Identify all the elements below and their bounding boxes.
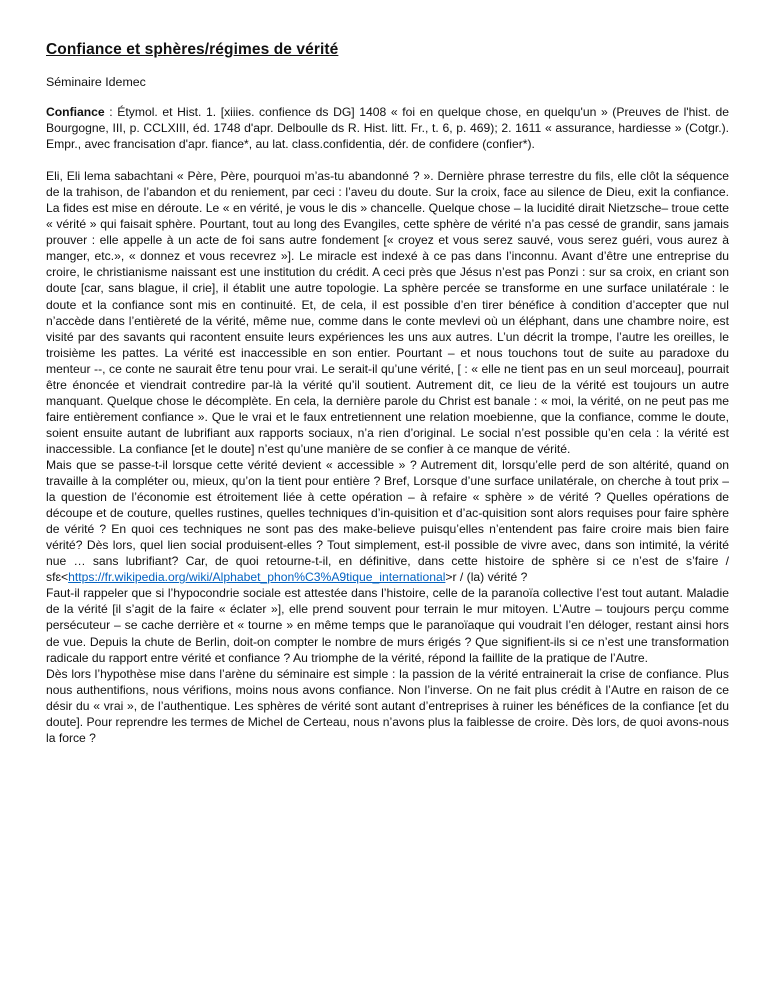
definition-text: : Étymol. et Hist. 1. [xiiies. confience ds DG] 1408 « foi en quelque chose, en quelqu'un » (Preuves de l'hist. de Bourgogne, III, p. CCLXIII, éd. 1748 d'apr. Delboulle ds R. Hist. litt. Fr., t. 6, p. 469); 2. 1611 « assurance, hardiesse » (Cotgr.). Empr., avec francisation d'apr. fiance*, au lat. class.confidentia, dér. de confidere (confier*). [46, 105, 729, 152]
paragraph-2-link-prefix: ɛ< [55, 570, 69, 585]
paragraph-3: Faut-il rappeler que si l’hypocondrie sociale est attestée dans l’histoire, celle de la paranoïa collective l’est tout autant. Maladie de la vérité [il s’agit de la faire « éclater »], elle prend souvent pour terrain le mur mitoyen. L’Autre – toujours perçu comme persécuteur – se cache derrière et « tourne » en même temps que le paranoïaque qui voudrait l’en déloger, restant ainsi hors de vue. Depuis la chute de Berlin, doit-on compter le nombre de murs érigés ? Que signifient-ils si ce n’est une transformation radicale du rapport entre vérité et confiance ? Au triomphe de la vérité, répond la faillite de la pratique de l’Autre. [46, 586, 729, 665]
definition-term: Confiance [46, 105, 105, 119]
paragraph-2-text: Mais que se passe-t-il lorsque cette vérité devient « accessible » ? Autrement dit, lorsqu’elle perd de son altérité, quand on travaille à la compléter ou, mieux, qu’on la tient pour entière ? Bref, Lorsque d’une surface unilatérale, on cherche à tout prix – la question de l’économie est étroitement liée à cette opération – à refaire « sphère » de vérité ? Quelles opérations de découpe et de couture, quelles rustines, quelles techniques d’in-quisition et d’ac-quisition sont alors requises pour faire sphère de vérité ? En quoi ces techniques ne sont pas des make-believe puisqu’elles n’entendent pas faire croire mais bien faire vérité? Dès lors, quel lien social produisent-elles ? Tout simplement, est-il possible de vivre avec, dans son intimité, la vérité nue … sans lubrifiant? Car, de quoi retourne-t-il, en définitive, dans cette histoire de sphère si ce n’est de s’faire / sf [46, 457, 729, 585]
document-page [46, 40, 729, 746]
paragraph-1: Eli, Eli lema sabachtani « Père, Père, pourquoi m’as-tu abandonné ? ». Dernière phrase terrestre du fils, elle clôt la séquence de la trahison, de l’abandon et du reniement, par ceci : l’aveu du doute. Sur la croix, face au silence de Dieu, exit la confiance. La fides est mise en déroute. Le « en vérité, je vous le dis » chancelle. Quelque chose – la lucidité dirait Nietzsche– troue cette « vérité » qui faisait sphère. Pourtant, tout au long des Evangiles, cette sphère de vérité n’a pas cessé de grandir, sans jamais prouver : elle appelle à un acte de foi sans autre fondement [« croyez et vous serez sauvé, vous serez guéri, vous aurez à manger, etc.», « donnez et vous recevrez »]. Le miracle est indexé à ce pas dans l’inconnu. Avant d’être une entreprise du croire, le christianisme naissant est une institution du crédit. A ceci près que Jésus n’est pas Ponzi : sur sa croix, en criant son doute [car, sans blague, il crie], il établit une autre topologie. La sphère percée se transforme en une surface unilatérale : le doute et la confiance sont mis en continuité. Et, de cela, il est possible d’en tirer bénéfice à condition d’accepter que nul n’accède dans l’entièreté de la vérité, même nue, comme dans le conte mevlevi où un éléphant, dans une chambre noire, est visité par des savants qui racontent ensuite leurs expériences les uns aux autres. L’un décrit la trompe, l’autre les oreilles, le troisième les pattes. La vérité est inaccessible en son entier. Pourtant – et nous touchons tout de suite au paradoxe du menteur --, ce conte ne saurait être tenu pour vrai. Le serait-il qu’une vérité, [ : « elle ne tient pas en un seul morceau], pourrait être énoncée et viendrait contredire par-là la vérité qu’il soutient. Autrement dit, ce lieu de la vérité est toujours un autre manquant. Quelque chose le décomplète. En cela, la dernière parole du Christ est banale : « moi, la vérité, on ne peut pas me faire entièrement confiance ». Que le vrai et le faux entretiennent une relation moebienne, que la confiance, comme le doute, soient ensuite autant de lubrifiant aux rapports sociaux, n’a rien d’original. Le social n’est possible qu’en cela : la vérité est inaccessible. La confiance [et le doute] n’est qu’une manière de se confier à ce manque de vérité. [46, 169, 729, 456]
document-title: Confiance et sphères/régimes de vérité [46, 41, 339, 58]
paragraph-4: Dès lors l’hypothèse mise dans l’arène du séminaire est simple : la passion de la vérité entrainerait la crise de confiance. Plus nous authentifions, nous vérifions, moins nous avons confiance. Non l’inverse. On ne fait plus crédit à l’Autre en raison de ce désir du « vrai », de l’authentique. Les sphères de vérité sont autant d’entreprises à ruiner les bénéfices de la confiance [et du doute]. Pour reprendre les termes de Michel de Certeau, nous n’avons plus la faiblesse de croire. Dès lors, de quoi avons-nous la force ? [46, 666, 729, 745]
definition-paragraph [46, 104, 729, 152]
document-subtitle: Séminaire Idemec [46, 75, 146, 89]
paragraph-2-end: >r / (la) vérité ? [445, 570, 528, 585]
ipa-wikipedia-link[interactable]: https://fr.wikipedia.org/wiki/Alphabet_phon%C3%A9tique_international [68, 570, 446, 585]
paragraph-2 [46, 457, 729, 585]
